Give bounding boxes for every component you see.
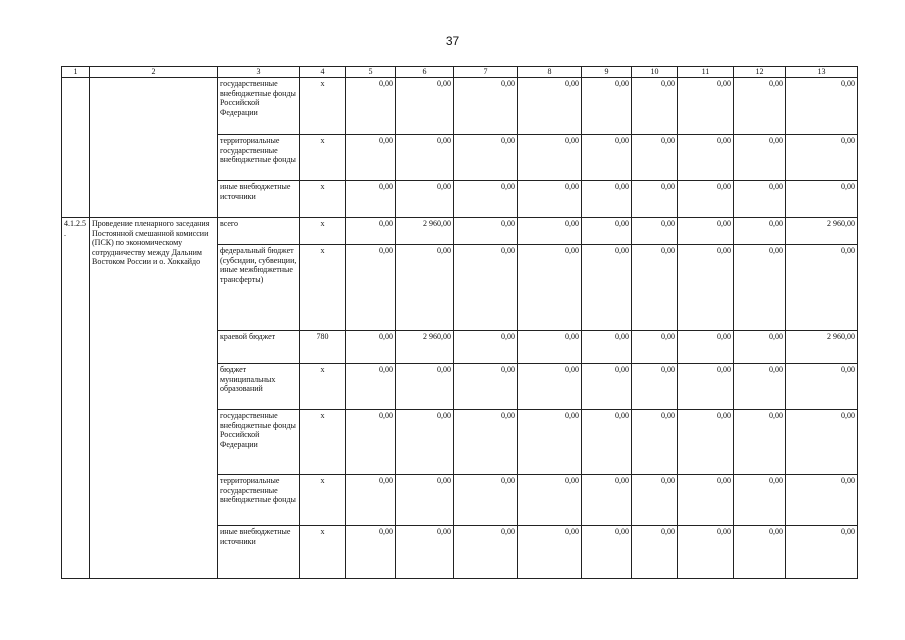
amount-cell: 0,00 (582, 135, 632, 181)
amount-cell: 0,00 (518, 526, 582, 579)
funding-source: всего (218, 218, 300, 245)
amount-cell: 0,00 (632, 364, 678, 410)
amount-cell: 0,00 (582, 245, 632, 331)
column-header: 8 (518, 67, 582, 78)
amount-cell: 0,00 (518, 364, 582, 410)
amount-cell: 0,00 (346, 218, 396, 245)
budget-code: х (300, 218, 346, 245)
page-number: 37 (445, 34, 460, 48)
amount-cell: 0,00 (786, 410, 858, 475)
amount-cell: 0,00 (396, 364, 454, 410)
amount-cell: 0,00 (632, 78, 678, 135)
budget-code: х (300, 181, 346, 218)
column-header: 1 (62, 67, 90, 78)
amount-cell: 0,00 (632, 218, 678, 245)
budget-code: х (300, 245, 346, 331)
amount-cell: 0,00 (786, 526, 858, 579)
amount-cell: 0,00 (396, 526, 454, 579)
amount-cell: 0,00 (632, 410, 678, 475)
amount-cell: 0,00 (678, 181, 734, 218)
amount-cell: 0,00 (632, 245, 678, 331)
amount-cell: 0,00 (734, 410, 786, 475)
budget-code: х (300, 410, 346, 475)
amount-cell: 0,00 (454, 181, 518, 218)
amount-cell: 0,00 (396, 181, 454, 218)
amount-cell: 0,00 (582, 331, 632, 364)
funding-source: государственные внебюджетные фонды Российской Федерации (218, 410, 300, 475)
amount-cell: 0,00 (582, 218, 632, 245)
table-row (62, 218, 858, 245)
funding-source: бюджет муниципальных образований (218, 364, 300, 410)
amount-cell: 0,00 (396, 475, 454, 526)
column-header: 12 (734, 67, 786, 78)
amount-cell: 0,00 (582, 78, 632, 135)
column-header: 9 (582, 67, 632, 78)
amount-cell: 0,00 (734, 218, 786, 245)
amount-cell: 0,00 (582, 410, 632, 475)
amount-cell: 0,00 (346, 331, 396, 364)
amount-cell: 0,00 (518, 181, 582, 218)
item-name-cell (90, 78, 218, 218)
amount-cell: 0,00 (346, 135, 396, 181)
funding-source: территориальные государственные внебюджетные фонды (218, 135, 300, 181)
amount-cell: 0,00 (346, 475, 396, 526)
amount-cell: 0,00 (582, 475, 632, 526)
amount-cell: 0,00 (678, 475, 734, 526)
amount-cell: 0,00 (396, 78, 454, 135)
item-name: Проведение пленарного заседания Постоянной смешанной комиссии (ПСК) по экономическому сотрудничеству между Дальним Востоком России и о. Хоккайдо (90, 218, 218, 579)
amount-cell: 0,00 (518, 78, 582, 135)
amount-cell: 0,00 (678, 218, 734, 245)
amount-cell: 0,00 (678, 364, 734, 410)
column-header: 5 (346, 67, 396, 78)
amount-cell: 0,00 (786, 245, 858, 331)
amount-cell: 0,00 (518, 410, 582, 475)
amount-cell: 0,00 (786, 364, 858, 410)
amount-cell: 0,00 (518, 218, 582, 245)
column-header: 10 (632, 67, 678, 78)
amount-cell: 0,00 (346, 78, 396, 135)
amount-cell: 0,00 (454, 218, 518, 245)
amount-cell: 0,00 (582, 526, 632, 579)
amount-cell: 0,00 (632, 135, 678, 181)
amount-cell: 0,00 (678, 410, 734, 475)
amount-cell: 0,00 (786, 181, 858, 218)
amount-cell: 0,00 (454, 526, 518, 579)
funding-source: федеральный бюджет (субсидии, субвенции, иные межбюджетные трансферты) (218, 245, 300, 331)
column-header: 4 (300, 67, 346, 78)
funding-source: иные внебюджетные источники (218, 526, 300, 579)
amount-cell: 2 960,00 (396, 218, 454, 245)
budget-code: 780 (300, 331, 346, 364)
amount-cell: 0,00 (454, 135, 518, 181)
amount-cell: 0,00 (518, 331, 582, 364)
amount-cell: 0,00 (454, 331, 518, 364)
amount-cell: 0,00 (346, 181, 396, 218)
amount-cell: 0,00 (632, 331, 678, 364)
amount-cell: 0,00 (734, 135, 786, 181)
funding-source: иные внебюджетные источники (218, 181, 300, 218)
amount-cell: 0,00 (786, 135, 858, 181)
amount-cell: 0,00 (678, 78, 734, 135)
table-body (62, 78, 858, 579)
amount-cell: 0,00 (582, 364, 632, 410)
amount-cell: 0,00 (734, 245, 786, 331)
column-header: 3 (218, 67, 300, 78)
column-header: 13 (786, 67, 858, 78)
amount-cell: 0,00 (396, 410, 454, 475)
amount-cell: 0,00 (734, 364, 786, 410)
amount-cell: 0,00 (734, 78, 786, 135)
amount-cell: 2 960,00 (786, 331, 858, 364)
amount-cell: 0,00 (454, 475, 518, 526)
budget-code: х (300, 364, 346, 410)
column-header: 7 (454, 67, 518, 78)
amount-cell: 0,00 (518, 135, 582, 181)
amount-cell: 0,00 (786, 475, 858, 526)
amount-cell: 0,00 (632, 475, 678, 526)
amount-cell: 0,00 (454, 245, 518, 331)
budget-code: х (300, 526, 346, 579)
amount-cell: 0,00 (678, 245, 734, 331)
amount-cell: 0,00 (678, 526, 734, 579)
budget-code: х (300, 78, 346, 135)
amount-cell: 0,00 (346, 245, 396, 331)
column-header: 6 (396, 67, 454, 78)
column-header: 11 (678, 67, 734, 78)
amount-cell: 2 960,00 (786, 218, 858, 245)
amount-cell: 0,00 (346, 526, 396, 579)
amount-cell: 0,00 (396, 135, 454, 181)
amount-cell: 0,00 (734, 181, 786, 218)
amount-cell: 0,00 (734, 475, 786, 526)
item-number: 4.1.2.5. (62, 218, 90, 579)
amount-cell: 0,00 (632, 526, 678, 579)
amount-cell: 0,00 (396, 245, 454, 331)
amount-cell: 2 960,00 (396, 331, 454, 364)
amount-cell: 0,00 (734, 526, 786, 579)
column-header: 2 (90, 67, 218, 78)
amount-cell: 0,00 (582, 181, 632, 218)
amount-cell: 0,00 (518, 245, 582, 331)
amount-cell: 0,00 (632, 181, 678, 218)
item-number-cell (62, 78, 90, 218)
table-header-row (62, 67, 858, 78)
amount-cell: 0,00 (678, 135, 734, 181)
amount-cell: 0,00 (734, 331, 786, 364)
amount-cell: 0,00 (786, 78, 858, 135)
funding-source: государственные внебюджетные фонды Российской Федерации (218, 78, 300, 135)
funding-source: краевой бюджет (218, 331, 300, 364)
table-row (62, 78, 858, 135)
budget-code: х (300, 135, 346, 181)
funding-source: территориальные государственные внебюджетные фонды (218, 475, 300, 526)
amount-cell: 0,00 (346, 410, 396, 475)
amount-cell: 0,00 (454, 78, 518, 135)
budget-table (61, 66, 858, 579)
budget-code: х (300, 475, 346, 526)
amount-cell: 0,00 (454, 410, 518, 475)
amount-cell: 0,00 (454, 364, 518, 410)
amount-cell: 0,00 (678, 331, 734, 364)
amount-cell: 0,00 (518, 475, 582, 526)
amount-cell: 0,00 (346, 364, 396, 410)
